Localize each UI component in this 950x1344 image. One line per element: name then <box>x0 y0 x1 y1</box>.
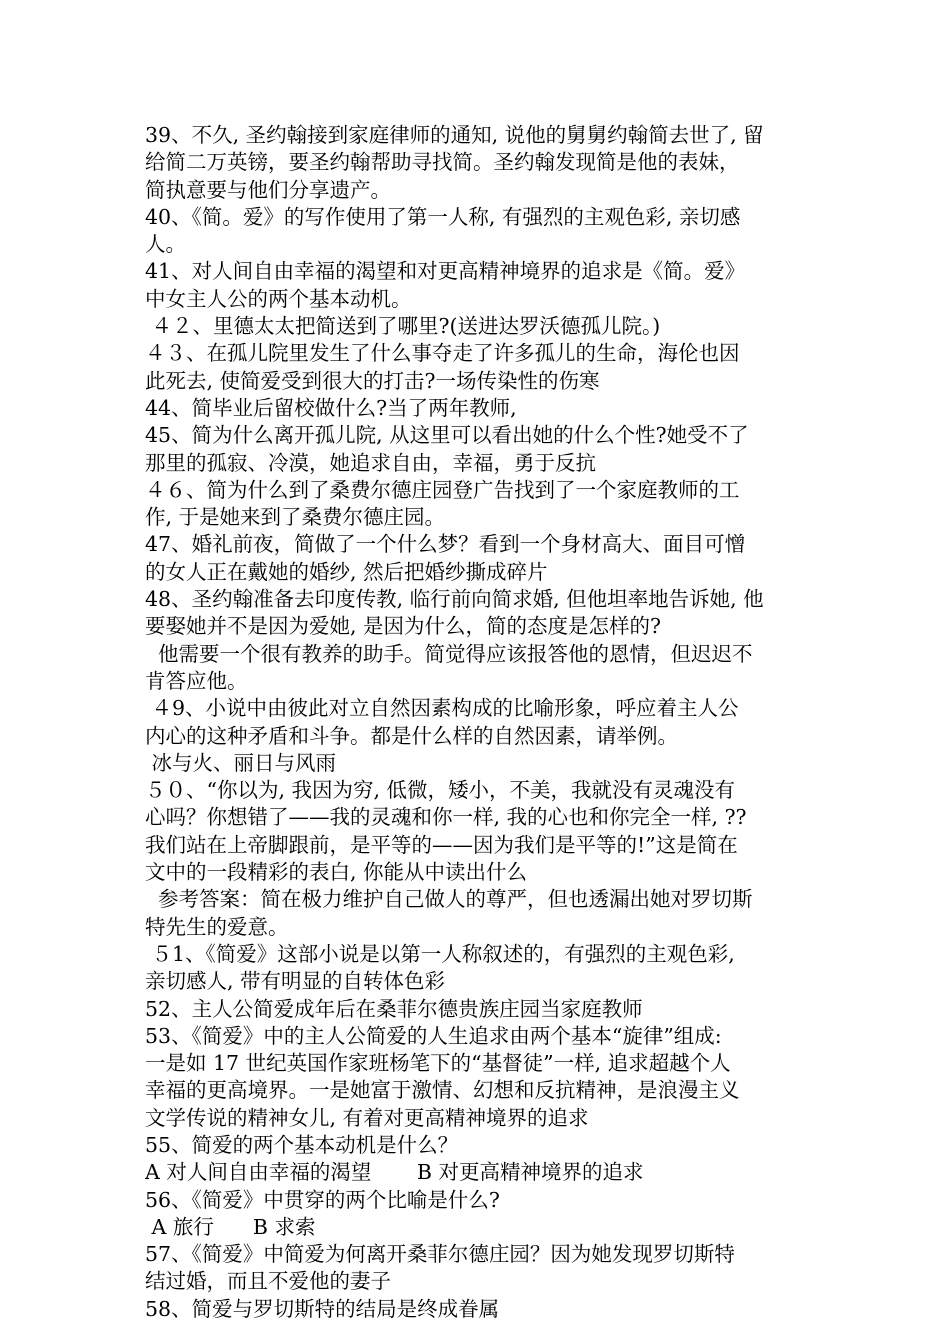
text-line: ４６、简为什么到了桑费尔德庄园登广告找到了一个家庭教师的工 <box>145 477 740 502</box>
text-line: 那里的孤寂、冷漠，她追求自由，幸福，勇于反抗 <box>145 450 596 475</box>
text-line: 作, 于是她来到了桑费尔德庄园。 <box>145 505 446 530</box>
text-line: 要娶她并不是因为爱她, 是因为什么，简的态度是怎样的? <box>145 614 662 639</box>
text-line: 幸福的更高境界。一是她富于激情、幻想和反抗精神，是浪漫主义 <box>145 1078 740 1103</box>
text-line: 冰与火、丽日与风雨 <box>145 750 337 775</box>
text-line: A 旅行 B 求索 <box>145 1214 316 1239</box>
text-line: 此死去, 使简爱受到很大的打击?一场传染性的伤寒 <box>145 368 600 393</box>
text-line: 53、《简爱》中的主人公简爱的人生追求由两个基本“旋律”组成: <box>145 1023 722 1048</box>
text-line: ５1、《简爱》这部小说是以第一人称叙述的，有强烈的主观色彩, <box>145 941 735 966</box>
text-line: 亲切感人, 带有明显的自转体色彩 <box>145 969 446 994</box>
text-line: ４２、里德太太把简送到了哪里?(送进达罗沃德孤儿院。) <box>145 314 661 339</box>
text-line: ４9、小说中由彼此对立自然因素构成的比喻形象，呼应着主人公 <box>145 696 739 721</box>
text-line: 给简二万英镑，要圣约翰帮助寻找简。圣约翰发现简是他的表妹， <box>145 150 740 175</box>
text-line: 中女主人公的两个基本动机。 <box>145 286 412 311</box>
text-line: 简执意要与他们分享遗产。 <box>145 177 391 202</box>
text-line: 内心的这种矛盾和斗争。都是什么样的自然因素，请举例。 <box>145 723 678 748</box>
text-line: 47、婚礼前夜，简做了一个什么梦？看到一个身材高大、面目可憎 <box>145 532 746 557</box>
text-line: 52、主人公简爱成年后在桑菲尔德贵族庄园当家庭教师 <box>145 996 643 1021</box>
text-line: 48、圣约翰准备去印度传教, 临行前向简求婚, 但他坦率地告诉她, 他 <box>145 587 764 612</box>
text-line: 57、《简爱》中简爱为何离开桑菲尔德庄园？因为她发现罗切斯特 <box>145 1242 735 1267</box>
text-line: 40、《简。爱》的写作使用了第一人称, 有强烈的主观色彩, 亲切感 <box>145 204 741 229</box>
text-line: 心吗？你想错了——我的灵魂和你一样, 我的心也和你完全一样, ?? <box>145 805 747 830</box>
text-line: 他需要一个很有教养的助手。简觉得应该报答他的恩情，但迟迟不 <box>145 641 753 666</box>
text-line: 44、简毕业后留校做什么?当了两年教师, <box>145 395 517 420</box>
text-line: 文中的一段精彩的表白, 你能从中读出什么 <box>145 860 528 885</box>
text-line: 人。 <box>145 232 186 257</box>
text-line: 45、简为什么离开孤儿院, 从这里可以看出她的什么个性?她受不了 <box>145 423 749 448</box>
text-line: A 对人间自由幸福的渴望 B 对更高精神境界的追求 <box>145 1160 644 1185</box>
text-line: 特先生的爱意。 <box>145 914 289 939</box>
text-line: 一是如 17 世纪英国作家班杨笔下的“基督徒”一样, 追求超越个人 <box>145 1051 731 1076</box>
text-line: 58、简爱与罗切斯特的结局是终成眷属 <box>145 1296 500 1321</box>
document-body <box>145 122 810 1323</box>
text-line: 结过婚，而且不爱他的妻子 <box>145 1269 391 1294</box>
text-line: 参考答案：简在极力维护自己做人的尊严，但也透漏出她对罗切斯 <box>145 887 753 912</box>
text-line: ４３、在孤儿院里发生了什么事夺走了许多孤儿的生命，海伦也因 <box>145 341 740 366</box>
text-line: 56、《简爱》中贯穿的两个比喻是什么? <box>145 1187 500 1212</box>
text-line: 55、简爱的两个基本动机是什么？ <box>145 1132 459 1157</box>
text-line: 的女人正在戴她的婚纱, 然后把婚纱撕成碎片 <box>145 559 548 584</box>
text-line: 肯答应他。 <box>145 668 248 693</box>
text-line: 我们站在上帝脚跟前，是平等的——因为我们是平等的!”这是简在 <box>145 832 738 857</box>
text-line: 39、不久, 圣约翰接到家庭律师的通知, 说他的舅舅约翰简去世了, 留 <box>145 123 764 147</box>
text-line: 文学传说的精神女儿, 有着对更高精神境界的追求 <box>145 1105 589 1130</box>
text-line: ５０、“你以为, 我因为穷, 低微，矮小，不美，我就没有灵魂没有 <box>145 778 736 803</box>
text-line: 41、对人间自由幸福的渴望和对更高精神境界的追求是《简。爱》 <box>145 259 746 284</box>
